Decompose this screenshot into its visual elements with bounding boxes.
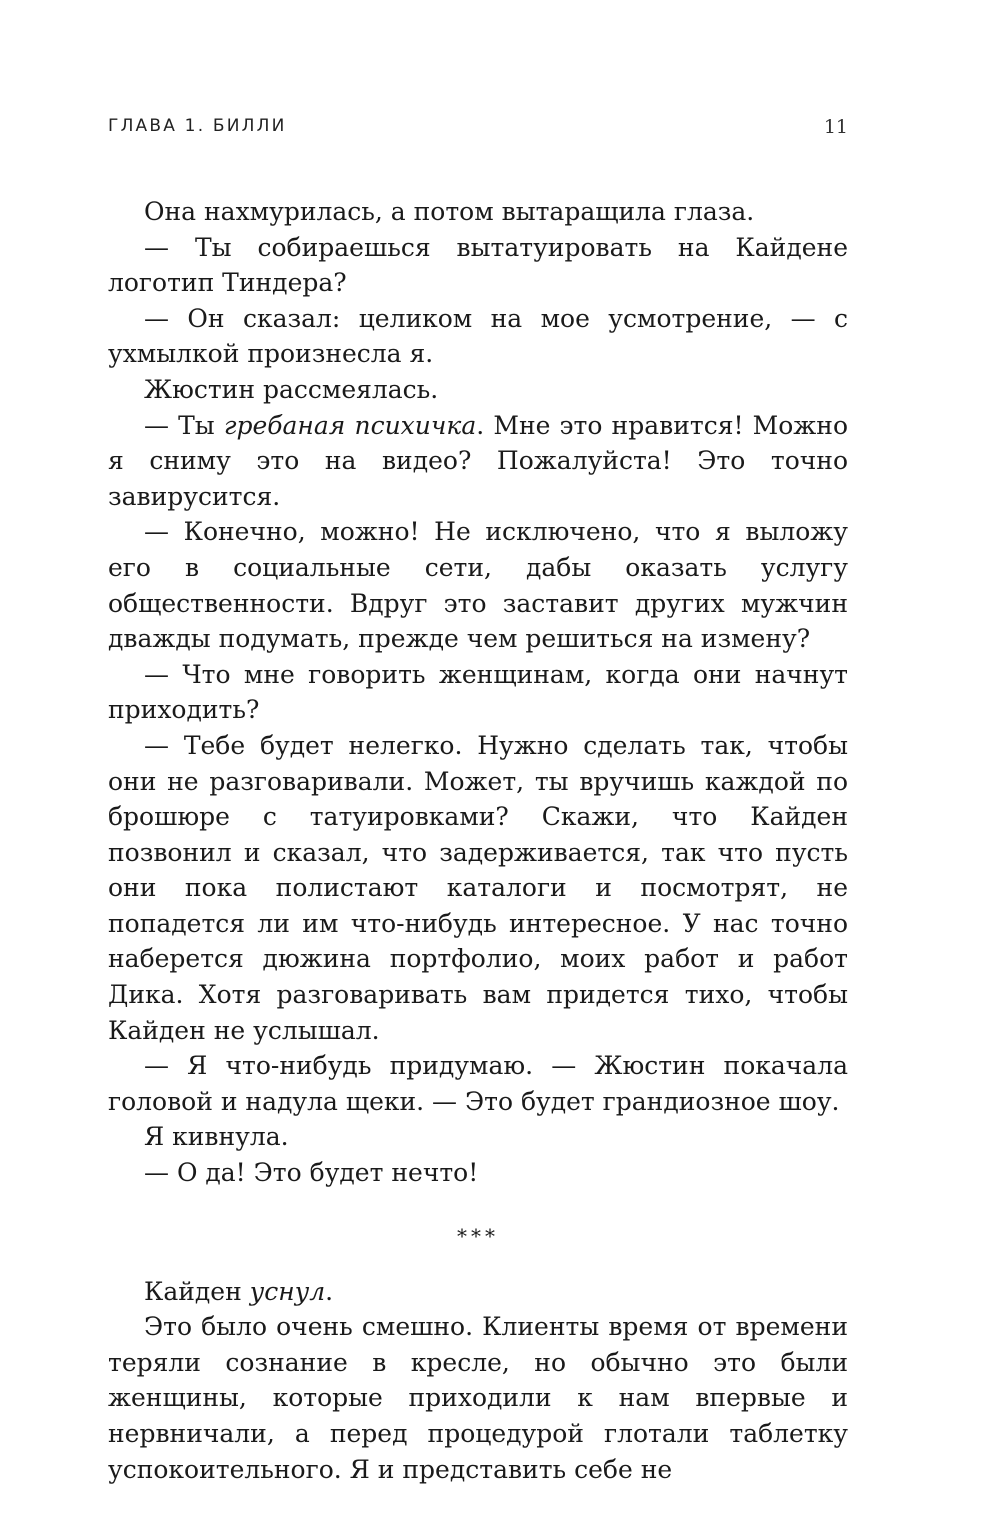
text-run: . Мне это нравится! Можно я сниму это на видео? Пожалуйста! Это точно завирусится. xyxy=(108,410,848,511)
text-run: — Он сказал: целиком на мое усмотрение, — с ухмылкой произнесла я. xyxy=(108,303,848,369)
paragraph xyxy=(108,1309,848,1487)
text-run: — О да! Это будет нечто! xyxy=(144,1158,479,1188)
text-run: — Ты собираешься вытатуировать на Кайдене логотип Тиндера? xyxy=(108,232,848,298)
text-run: Кайден xyxy=(144,1276,250,1306)
paragraph xyxy=(108,728,848,1048)
paragraph xyxy=(108,408,848,515)
section-two xyxy=(108,1274,848,1488)
text-run: Это было очень смешно. Клиенты время от времени теряли сознание в кресле, но обычно это были женщины, которые приходили к нам впервые и нервничали, а перед процедурой глотали таблетку успокоительного. Я и представить себе не xyxy=(108,1312,848,1484)
running-head xyxy=(108,116,848,146)
paragraph xyxy=(108,194,848,230)
paragraph xyxy=(108,230,848,301)
text-run: — Ты xyxy=(144,410,224,440)
paragraph xyxy=(108,1274,848,1310)
paragraph xyxy=(108,514,848,656)
paragraph xyxy=(108,1155,848,1191)
text-run: . xyxy=(325,1276,334,1306)
text-run: Я кивнула. xyxy=(144,1122,289,1152)
body-text xyxy=(108,194,848,1487)
paragraph xyxy=(108,657,848,728)
text-run: — Конечно, можно! Не исключено, что я выложу его в социальные сети, дабы оказать услугу общественности. Вдруг это заставит других мужчин дважды подумать, прежде чем решиться на измену? xyxy=(108,517,848,654)
text-run: — Что мне говорить женщинам, когда они начнут приходить? xyxy=(108,659,848,725)
paragraph xyxy=(108,301,848,372)
text-run: — Тебе будет нелегко. Нужно сделать так, чтобы они не разговаривали. Может, ты вручишь каждой по брошюре с татуировками? Скажи, что Кайден позвонил и сказал, что задерживается, так что пусть они пока полистают каталоги и посмотрят, не попадется ли им что-нибудь интересное. У нас точно наберется дюжина портфолио, моих работ и работ Дика. Хотя разговаривать вам придется тихо, чтобы Кайден не услышал. xyxy=(108,730,848,1045)
text-run: Жюстин рассмеялась. xyxy=(144,374,439,404)
text-run: — Я что-нибудь придумаю. — Жюстин покачала головой и надула щеки. — Это будет грандиозное шоу. xyxy=(108,1051,848,1116)
text-run: Она нахмурилась, а потом вытаращила глаза. xyxy=(144,197,755,226)
page-number: 11 xyxy=(823,116,848,138)
paragraph xyxy=(108,1119,848,1155)
italic-text-run: гребаная психичка xyxy=(223,410,477,440)
paragraph xyxy=(108,1048,848,1119)
italic-text-run: уснул xyxy=(249,1276,326,1306)
section-separator: *** xyxy=(457,1223,499,1248)
paragraph xyxy=(108,372,848,408)
chapter-title: ГЛАВА 1. БИЛЛИ xyxy=(108,116,287,136)
